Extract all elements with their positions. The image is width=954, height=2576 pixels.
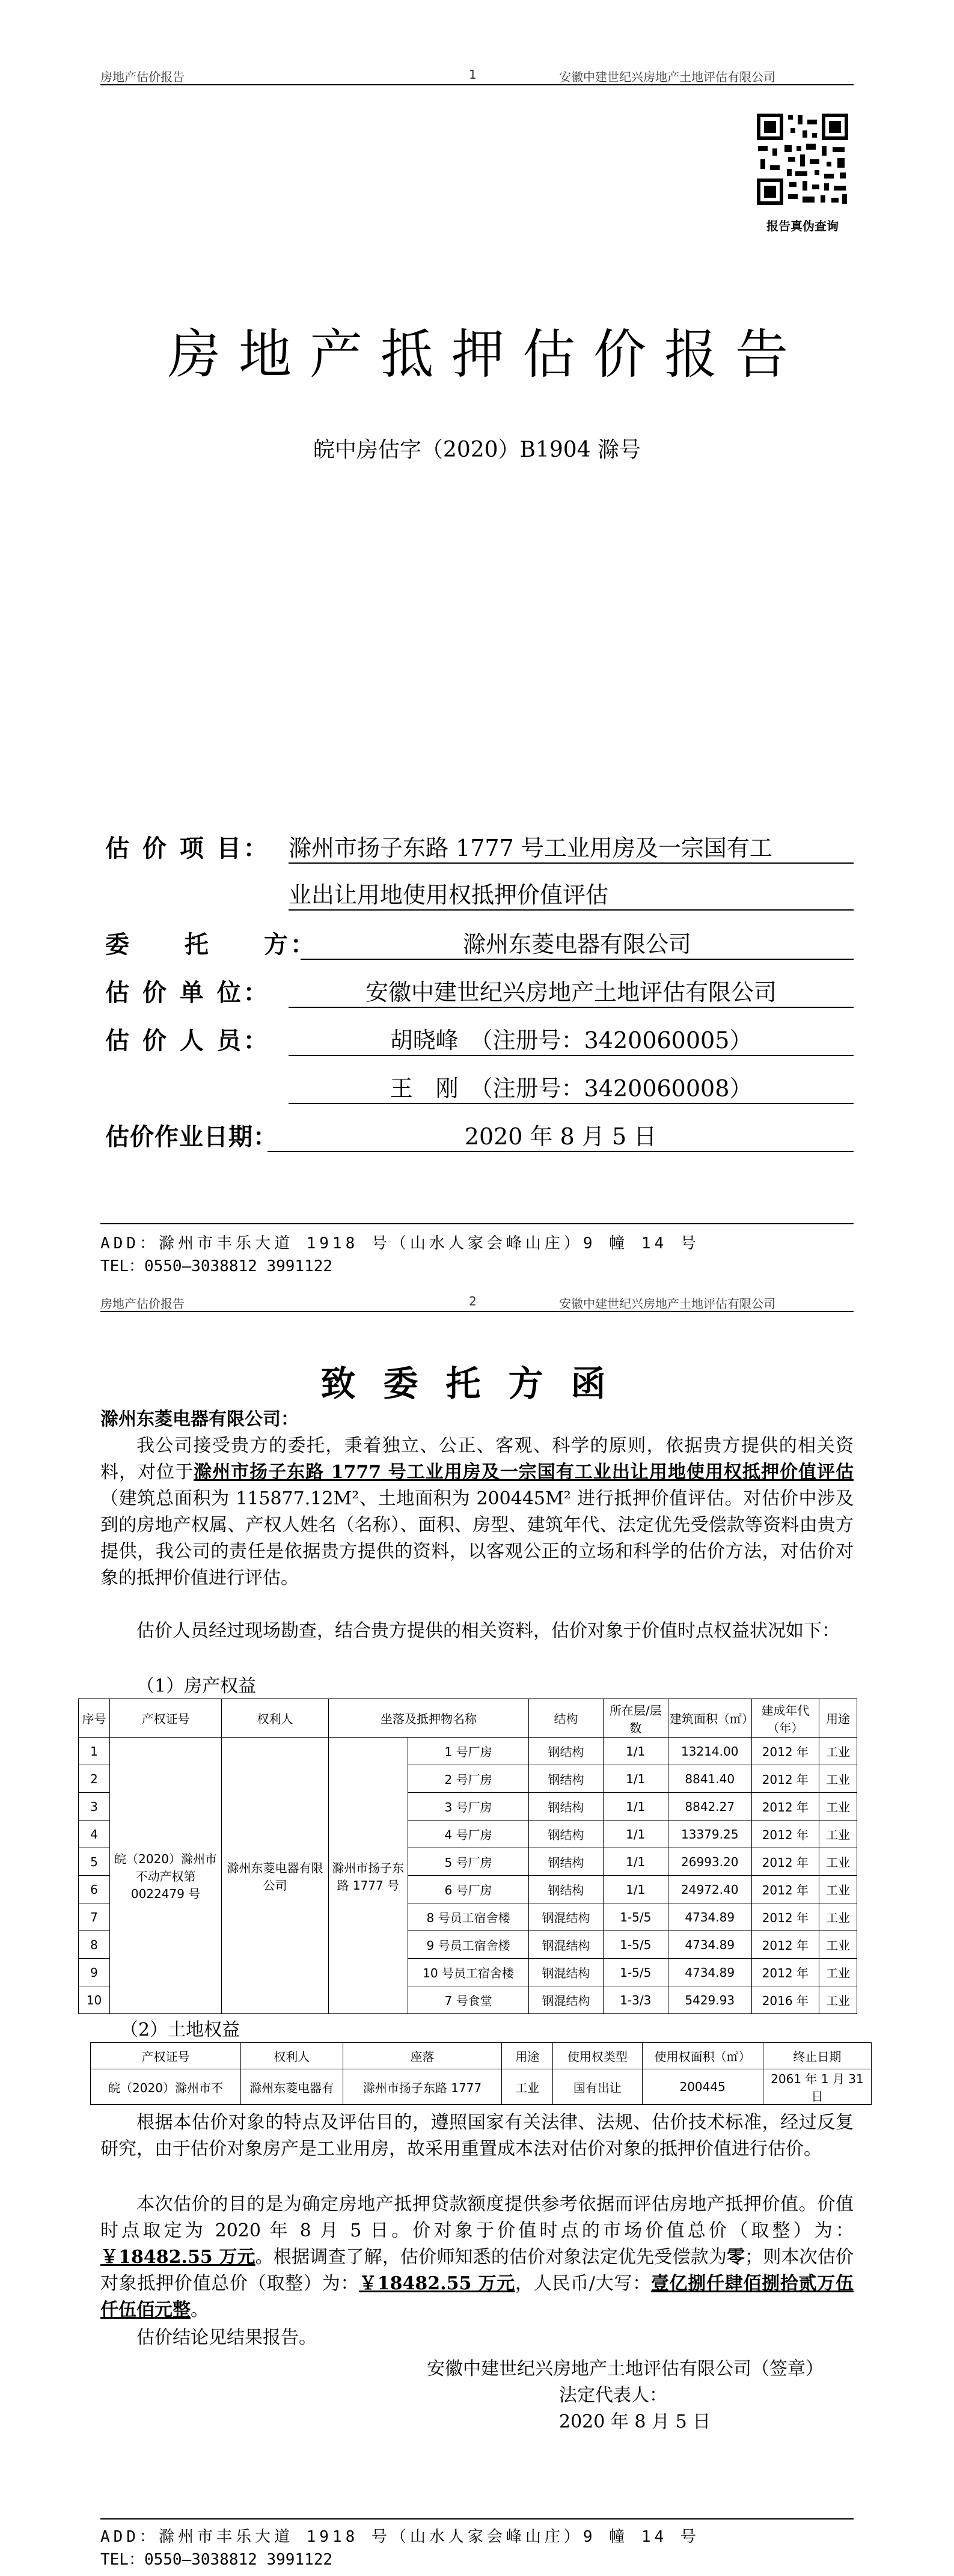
use: 工业 xyxy=(819,1821,857,1848)
col-header-use: 用途 xyxy=(819,1699,857,1738)
property-name: 2 号厂房 xyxy=(408,1765,528,1793)
page2-header-page-number: 2 xyxy=(469,1294,477,1308)
floor: 1/1 xyxy=(603,1821,668,1848)
paragraph-5: 估价结论见结果报告。 xyxy=(136,2327,317,2348)
cert-number: 皖（2020）滁州市不动产权第 0022479 号 xyxy=(109,1738,221,2014)
page1-footer-tel: TEL：0550—3038812 3991122 xyxy=(100,1257,333,1275)
col-header-area: 建筑面积（㎡） xyxy=(668,1699,751,1738)
area: 4734.89 xyxy=(668,1903,751,1931)
page2-footer-rule xyxy=(100,2518,854,2520)
unit-value: 安徽中建世纪兴房地产土地评估有限公司 xyxy=(289,974,854,1008)
structure: 钢结构 xyxy=(529,1876,603,1903)
structure: 钢混结构 xyxy=(529,1903,603,1931)
area: 26993.20 xyxy=(668,1848,751,1876)
house-table-header-row xyxy=(79,1699,857,1738)
structure: 钢结构 xyxy=(529,1793,603,1821)
property-name: 10 号员工宿舍楼 xyxy=(408,1959,528,1986)
appraiser-label: 估 价 人 员： xyxy=(105,1027,270,1055)
structure: 钢混结构 xyxy=(529,1959,603,1986)
paragraph-4-part-i: 。 xyxy=(191,2300,209,2321)
land-header-area: 使用权面积（㎡） xyxy=(642,2043,763,2069)
use: 工业 xyxy=(819,1765,857,1793)
year: 2012 年 xyxy=(751,1821,819,1848)
year: 2012 年 xyxy=(751,1793,819,1821)
row-no: 8 xyxy=(79,1931,110,1959)
priority-claims: 零 xyxy=(727,2247,745,2268)
paragraph-4-part-c: 。根据调查了解，估价师知悉的估价对象法定优先受偿款为 xyxy=(255,2247,727,2268)
paragraph-4 xyxy=(100,2191,854,2324)
market-value: ￥18482.55 万元 xyxy=(100,2247,255,2268)
floor: 1-3/3 xyxy=(603,1986,668,2014)
use: 工业 xyxy=(819,1738,857,1765)
area: 5429.93 xyxy=(668,1986,751,2014)
client-label: 委 托 方： xyxy=(105,930,317,959)
page2-header-right: 安徽中建世纪兴房地产土地评估有限公司 xyxy=(559,1296,775,1311)
paragraph-1 xyxy=(100,1433,854,1592)
location: 滁州市扬子东路 1777 号 xyxy=(328,1738,408,2014)
page1-header-left: 房地产估价报告 xyxy=(100,70,185,84)
area: 8842.27 xyxy=(668,1793,751,1821)
report-title: 房地产抵押估价报告 xyxy=(167,323,806,385)
section-house-title: （1）房产权益 xyxy=(136,1676,257,1697)
floor: 1/1 xyxy=(603,1765,668,1793)
land-header-location: 座落 xyxy=(343,2043,502,2069)
use: 工业 xyxy=(819,1959,857,1986)
table-row xyxy=(79,1738,857,1765)
col-header-no: 序号 xyxy=(79,1699,110,1738)
page1-footer-rule xyxy=(100,1223,854,1224)
unit-label: 估 价 单 位： xyxy=(105,978,270,1007)
floor: 1/1 xyxy=(603,1876,668,1903)
qr-caption: 报告真伪查询 xyxy=(766,219,839,233)
paragraph-3: 根据本估价对象的特点及评估目的，遵照国家有关法律、法规、估价技术标准，经过反复研究，由于估价对象房产是工业用房，故采用重置成本法对估价对象的抵押价值进行估价。 xyxy=(100,2112,854,2159)
mortgage-value: ￥18482.55 万元 xyxy=(359,2273,515,2294)
structure: 钢结构 xyxy=(529,1765,603,1793)
col-header-owner: 权利人 xyxy=(222,1699,329,1738)
area: 24972.40 xyxy=(668,1876,751,1903)
property-name: 3 号厂房 xyxy=(408,1793,528,1821)
col-header-cert: 产权证号 xyxy=(109,1699,221,1738)
land-header-right-type: 使用权类型 xyxy=(553,2043,642,2069)
land-area: 200445 xyxy=(642,2069,763,2105)
use: 工业 xyxy=(819,1986,857,2014)
paragraph-1-part-c: （建筑总面积为 115877.12M²、土地面积为 200445M² 进行抵押价值评估。对估价中涉及到的房地产权属、产权人姓名（名称）、面积、房型、建筑年代、法定优先受偿款等资料由贵方提供，我公司的责任是依据贵方提供的资料，以客观公正的立场和科学的估价方法，对估价对象的抵押价值进行评估。 xyxy=(100,1488,854,1589)
year: 2012 年 xyxy=(751,1959,819,1986)
area: 4734.89 xyxy=(668,1931,751,1959)
land-rights-table xyxy=(90,2042,872,2105)
property-name: 4 号厂房 xyxy=(408,1821,528,1848)
structure: 钢结构 xyxy=(529,1738,603,1765)
signature-date: 2020 年 8 月 5 日 xyxy=(559,2411,711,2432)
page1-header-rule xyxy=(100,84,854,85)
land-use: 工业 xyxy=(502,2069,553,2105)
property-name: 5 号厂房 xyxy=(408,1848,528,1876)
date-label: 估价作业日期： xyxy=(105,1123,278,1151)
row-no: 3 xyxy=(79,1793,110,1821)
land-table-header-row xyxy=(91,2043,872,2069)
signature-representative: 法定代表人： xyxy=(559,2385,667,2406)
signature-company: 安徽中建世纪兴房地产土地评估有限公司（签章） xyxy=(427,2358,824,2379)
year: 2012 年 xyxy=(751,1738,819,1765)
page1-header-right: 安徽中建世纪兴房地产土地评估有限公司 xyxy=(559,70,775,84)
table-row xyxy=(91,2069,872,2105)
use: 工业 xyxy=(819,1876,857,1903)
page2-header-left: 房地产估价报告 xyxy=(100,1296,185,1311)
use: 工业 xyxy=(819,1848,857,1876)
land-owner: 滁州东菱电器有 xyxy=(241,2069,343,2105)
area: 13379.25 xyxy=(668,1821,751,1848)
col-header-location: 坐落及抵押物名称 xyxy=(328,1699,528,1738)
col-header-structure: 结构 xyxy=(529,1699,603,1738)
project-value-line1: 滁州市扬子东路 1777 号工业用房及一宗国有工 xyxy=(289,829,854,864)
page2-footer-tel: TEL：0550—3038812 3991122 xyxy=(100,2551,333,2569)
property-name: 8 号员工宿舍楼 xyxy=(408,1903,528,1931)
col-header-floor: 所在层/层数 xyxy=(603,1699,668,1738)
row-no: 5 xyxy=(79,1848,110,1876)
row-no: 4 xyxy=(79,1821,110,1848)
property-name: 9 号员工宿舍楼 xyxy=(408,1931,528,1959)
paragraph-4-part-e: ；则本次估价对象抵押价值总价（取整）为： xyxy=(100,2247,854,2294)
year: 2012 年 xyxy=(751,1848,819,1876)
year: 2012 年 xyxy=(751,1903,819,1931)
paragraph-2: 估价人员经过现场勘查，结合贵方提供的相关资料，估价对象于价值时点权益状况如下： xyxy=(136,1620,840,1641)
land-header-end-date: 终止日期 xyxy=(763,2043,871,2069)
page1-footer-address: ADD：滁州市丰乐大道 1918 号（山水人家会峰山庄）9 幢 14 号 xyxy=(100,1235,700,1253)
area: 4734.89 xyxy=(668,1959,751,1986)
structure: 钢结构 xyxy=(529,1848,603,1876)
project-label: 估 价 项 目： xyxy=(105,834,270,862)
land-header-cert: 产权证号 xyxy=(91,2043,241,2069)
year: 2012 年 xyxy=(751,1876,819,1903)
row-no: 7 xyxy=(79,1903,110,1931)
letter-title: 致委托方函 xyxy=(320,1363,634,1404)
floor: 1/1 xyxy=(603,1848,668,1876)
land-cert: 皖（2020）滁州市不 xyxy=(91,2069,241,2105)
land-location: 滁州市扬子东路 1777 xyxy=(343,2069,502,2105)
structure: 钢混结构 xyxy=(529,1986,603,2014)
floor: 1-5/5 xyxy=(603,1959,668,1986)
area: 13214.00 xyxy=(668,1738,751,1765)
appraiser-1: 胡晓峰 （注册号：3420060005） xyxy=(289,1022,854,1056)
structure: 钢结构 xyxy=(529,1821,603,1848)
row-no: 1 xyxy=(79,1738,110,1765)
page1-header-page-number: 1 xyxy=(469,67,477,82)
floor: 1/1 xyxy=(603,1793,668,1821)
owner-name: 滁州东菱电器有限公司 xyxy=(222,1738,329,2014)
use: 工业 xyxy=(819,1903,857,1931)
paragraph-1-subject: 滁州市扬子东路 1777 号工业用房及一宗国有工业出让用地使用权抵押价值评估 xyxy=(194,1462,854,1483)
use: 工业 xyxy=(819,1931,857,1959)
structure: 钢混结构 xyxy=(529,1931,603,1959)
page2-footer-address: ADD：滁州市丰乐大道 1918 号（山水人家会峰山庄）9 幢 14 号 xyxy=(100,2528,700,2546)
date-value: 2020 年 8 月 5 日 xyxy=(268,1118,854,1152)
appraiser-2: 王 刚 （注册号：3420060008） xyxy=(289,1070,854,1104)
paragraph-1-part-a: 我公司接受贵方的委托，秉着独立、公正、客观、科学的原则，依据贵方提供的相关资料，对位于 xyxy=(100,1435,854,1483)
year: 2016 年 xyxy=(751,1986,819,2014)
floor: 1-5/5 xyxy=(603,1903,668,1931)
year: 2012 年 xyxy=(751,1931,819,1959)
document-number: 皖中房估字（2020）B1904 滁号 xyxy=(313,438,641,462)
floor: 1/1 xyxy=(603,1738,668,1765)
qr-code-icon xyxy=(754,111,851,207)
floor: 1-5/5 xyxy=(603,1931,668,1959)
project-value-line2: 业出让用地使用权抵押价值评估 xyxy=(289,876,854,911)
house-rights-table xyxy=(78,1699,857,2014)
use: 工业 xyxy=(819,1793,857,1821)
row-no: 6 xyxy=(79,1876,110,1903)
land-right-type: 国有出让 xyxy=(553,2069,642,2105)
client-value: 滁州东菱电器有限公司 xyxy=(301,926,854,960)
addressee: 滁州东菱电器有限公司： xyxy=(100,1409,299,1430)
land-end-date: 2061 年 1 月 31 日 xyxy=(763,2069,871,2105)
property-name: 6 号厂房 xyxy=(408,1876,528,1903)
property-name: 7 号食堂 xyxy=(408,1986,528,2014)
row-no: 10 xyxy=(79,1986,110,2014)
page2-header-rule xyxy=(100,1311,854,1312)
area: 8841.40 xyxy=(668,1765,751,1793)
row-no: 9 xyxy=(79,1959,110,1986)
row-no: 2 xyxy=(79,1765,110,1793)
paragraph-4-part-g: ，人民币/大写： xyxy=(515,2273,651,2294)
mortgage-value-chinese: 壹亿捌仟肆佰捌拾贰万伍仟伍佰元整 xyxy=(100,2273,854,2321)
land-header-owner: 权利人 xyxy=(241,2043,343,2069)
paragraph-4-part-a: 本次估价的目的是为确定房地产抵押贷款额度提供参考依据而评估房地产抵押价值。价值时点取定为 2020 年 8 月 5 日。价对象于价值时点的市场价值总价（取整）为： xyxy=(100,2194,854,2241)
col-header-year: 建成年代（年） xyxy=(751,1699,819,1738)
section-land-title: （2）土地权益 xyxy=(120,2019,240,2040)
year: 2012 年 xyxy=(751,1765,819,1793)
property-name: 1 号厂房 xyxy=(408,1738,528,1765)
land-header-use: 用途 xyxy=(502,2043,553,2069)
